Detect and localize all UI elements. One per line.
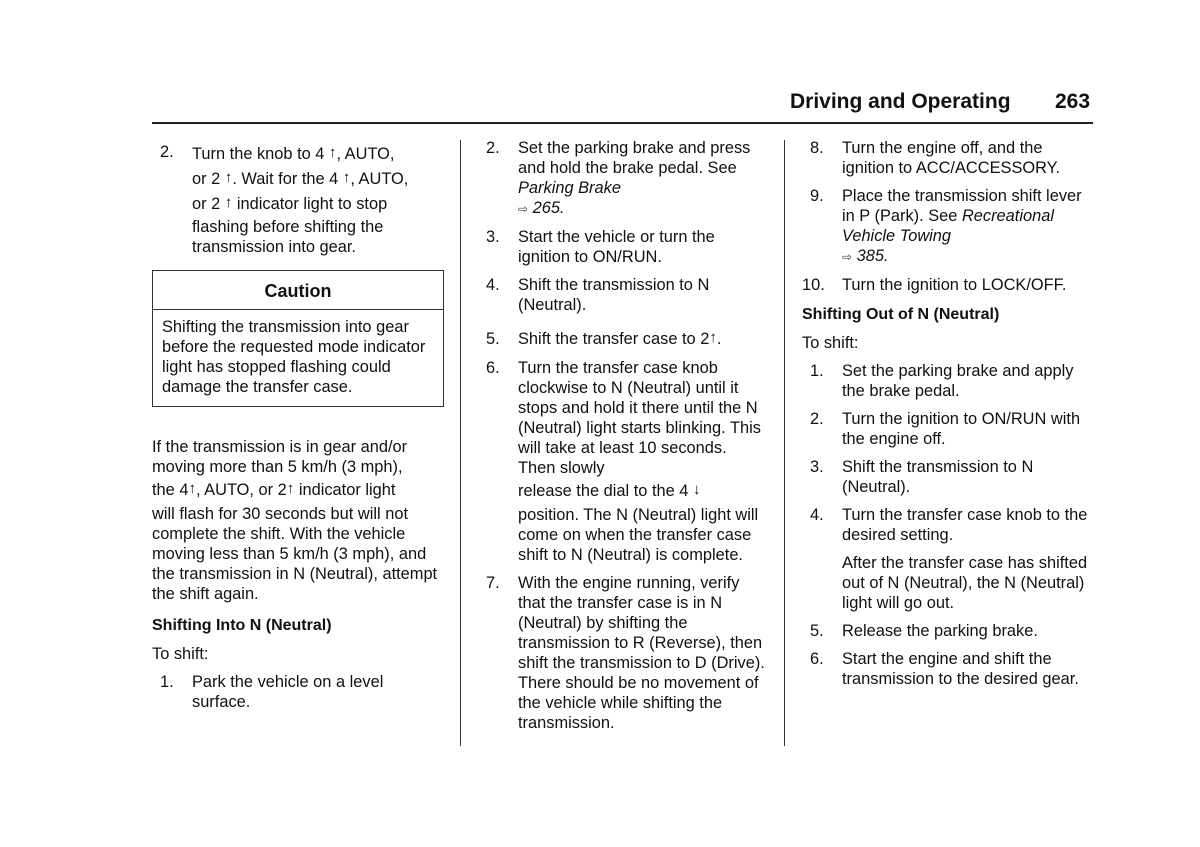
arrow-up-icon: ↑ [342, 169, 351, 186]
list-item: 6. Start the engine and shift the transmission to the desired gear. [810, 650, 1079, 688]
list-item: 2. Turn the ignition to ON/RUN with the engine off. [810, 410, 1081, 448]
list-item: 1. Park the vehicle on a level surface. [160, 673, 384, 711]
subsection-heading: Shifting Out of N (Neutral) [802, 306, 1000, 323]
step-number: 6. [486, 359, 500, 377]
arrow-up-icon: ↑ [709, 329, 717, 346]
step-note: After the transfer case has shifted out of N (Neutral), the N (Neutral) light will go out. [842, 554, 1088, 612]
column-1 [152, 142, 444, 720]
page-number: 263 [1055, 90, 1091, 113]
step-number: 5. [486, 330, 500, 348]
arrow-down-icon: ↓ [692, 481, 701, 498]
list-item: 4. Turn the transfer case knob to the desired setting. After the transfer case has shifted out of N (Neutral), the N (Neutral) light will go out. [802, 505, 1094, 613]
step-number: 6. [810, 650, 824, 668]
step-number: 1. [810, 362, 824, 380]
list-item: 3. Start the vehicle or turn the ignition to ON/RUN. [486, 228, 715, 266]
step-number: 4. [810, 506, 824, 524]
column-divider [784, 140, 785, 746]
list-item: 6. Turn the transfer case knob clockwise to N (Neutral) until it stops and hold it there until the N (Neutral) light starts blinking. This will take at least 10 seconds. Then slowly release the dial to the 4 ↓ position. The N (Neutral) light will come on when the transfer case shift to N (Neutral) is complete. [486, 359, 761, 564]
column-3 [802, 138, 1094, 697]
step-text: Turn the knob to 4 ↑, AUTO, or 2 ↑. Wait for the 4 ↑, AUTO, or 2 ↑ indicator light to stop [192, 144, 409, 213]
caution-box [152, 270, 444, 407]
step-number: 1. [160, 673, 174, 691]
subsection-heading: Shifting Into N (Neutral) [152, 617, 332, 634]
page-reference-icon: ⇨ [842, 250, 853, 264]
list-item: 5. Shift the transfer case to 2↑. [486, 329, 722, 348]
step-number: 4. [486, 276, 500, 294]
caution-title: Caution [153, 271, 443, 310]
step-number: 5. [810, 622, 824, 640]
list-item: 2. Turn the knob to 4 ↑, AUTO, or 2 ↑. Wait for the 4 ↑, AUTO, or 2 ↑ indicator light to stop flashing before shifting the transmission into gear. [152, 142, 444, 257]
arrow-up-icon: ↑ [328, 144, 337, 161]
page-reference-icon: ⇨ [518, 202, 529, 216]
paragraph: If the transmission is in gear and/or moving more than 5 km/h (3 mph), the 4↑, AUTO, or 2↑ indicator light will flash for 30 seconds but will not complete the shift. With the vehicle moving less than 5 km/h (3 mph), and the transmission in N (Neutral), attempt the shift again. [152, 438, 438, 603]
list-item: 5. Release the parking brake. [810, 622, 1038, 640]
list-item: 4. Shift the transmission to N (Neutral). [486, 276, 710, 314]
step-number: 9. [810, 187, 824, 205]
paragraph: To shift: [802, 334, 859, 352]
step-number: 10. [802, 276, 825, 294]
list-item: 8. Turn the engine off, and the ignition to ACC/ACCESSORY. [810, 139, 1061, 177]
arrow-up-icon: ↑ [188, 480, 196, 497]
column-divider [460, 140, 461, 746]
arrow-up-icon: ↑ [224, 169, 233, 186]
step-number: 3. [810, 458, 824, 476]
arrow-up-icon: ↑ [224, 194, 233, 211]
list-item: 7. With the engine running, verify that the transfer case is in N (Neutral) by shifting the transmission to R (Reverse), then shift the transmission to D (Drive). There should be no movement of the vehicle while shifting the transmission. [486, 574, 765, 732]
header-divider [152, 122, 1093, 124]
paragraph: To shift: [152, 645, 209, 663]
section-title: Driving and Operating [790, 90, 1011, 113]
arrow-up-icon: ↑ [286, 480, 295, 497]
list-item: 3. Shift the transmission to N (Neutral). [810, 458, 1034, 496]
caution-text: Shifting the transmission into gear before the requested mode indicator light has stopped flashing could damage the transfer case. [162, 318, 426, 396]
list-item: 9. Place the transmission shift lever in P (Park). See Recreational Vehicle Towing ⇨ 385. [810, 187, 1082, 265]
list-item: 10. Turn the ignition to LOCK/OFF. [802, 276, 1067, 294]
step-number: 7. [486, 574, 500, 592]
list-item: 2. Set the parking brake and press and hold the brake pedal. See Parking Brake ⇨ 265. [486, 139, 751, 217]
cross-reference-link[interactable]: Parking Brake [518, 179, 621, 197]
step-number: 2. [486, 139, 500, 157]
step-number: 2. [160, 143, 174, 161]
step-number: 3. [486, 228, 500, 246]
step-number: 2. [810, 410, 824, 428]
cross-reference-link[interactable]: Recreational Vehicle Towing [842, 207, 1054, 245]
step-number: 8. [810, 139, 824, 157]
cross-reference-page[interactable]: 385 [856, 247, 884, 265]
cross-reference-page[interactable]: 265 [532, 199, 560, 217]
column-2 [478, 138, 768, 741]
list-item: 1. Set the parking brake and apply the brake pedal. [810, 362, 1074, 400]
